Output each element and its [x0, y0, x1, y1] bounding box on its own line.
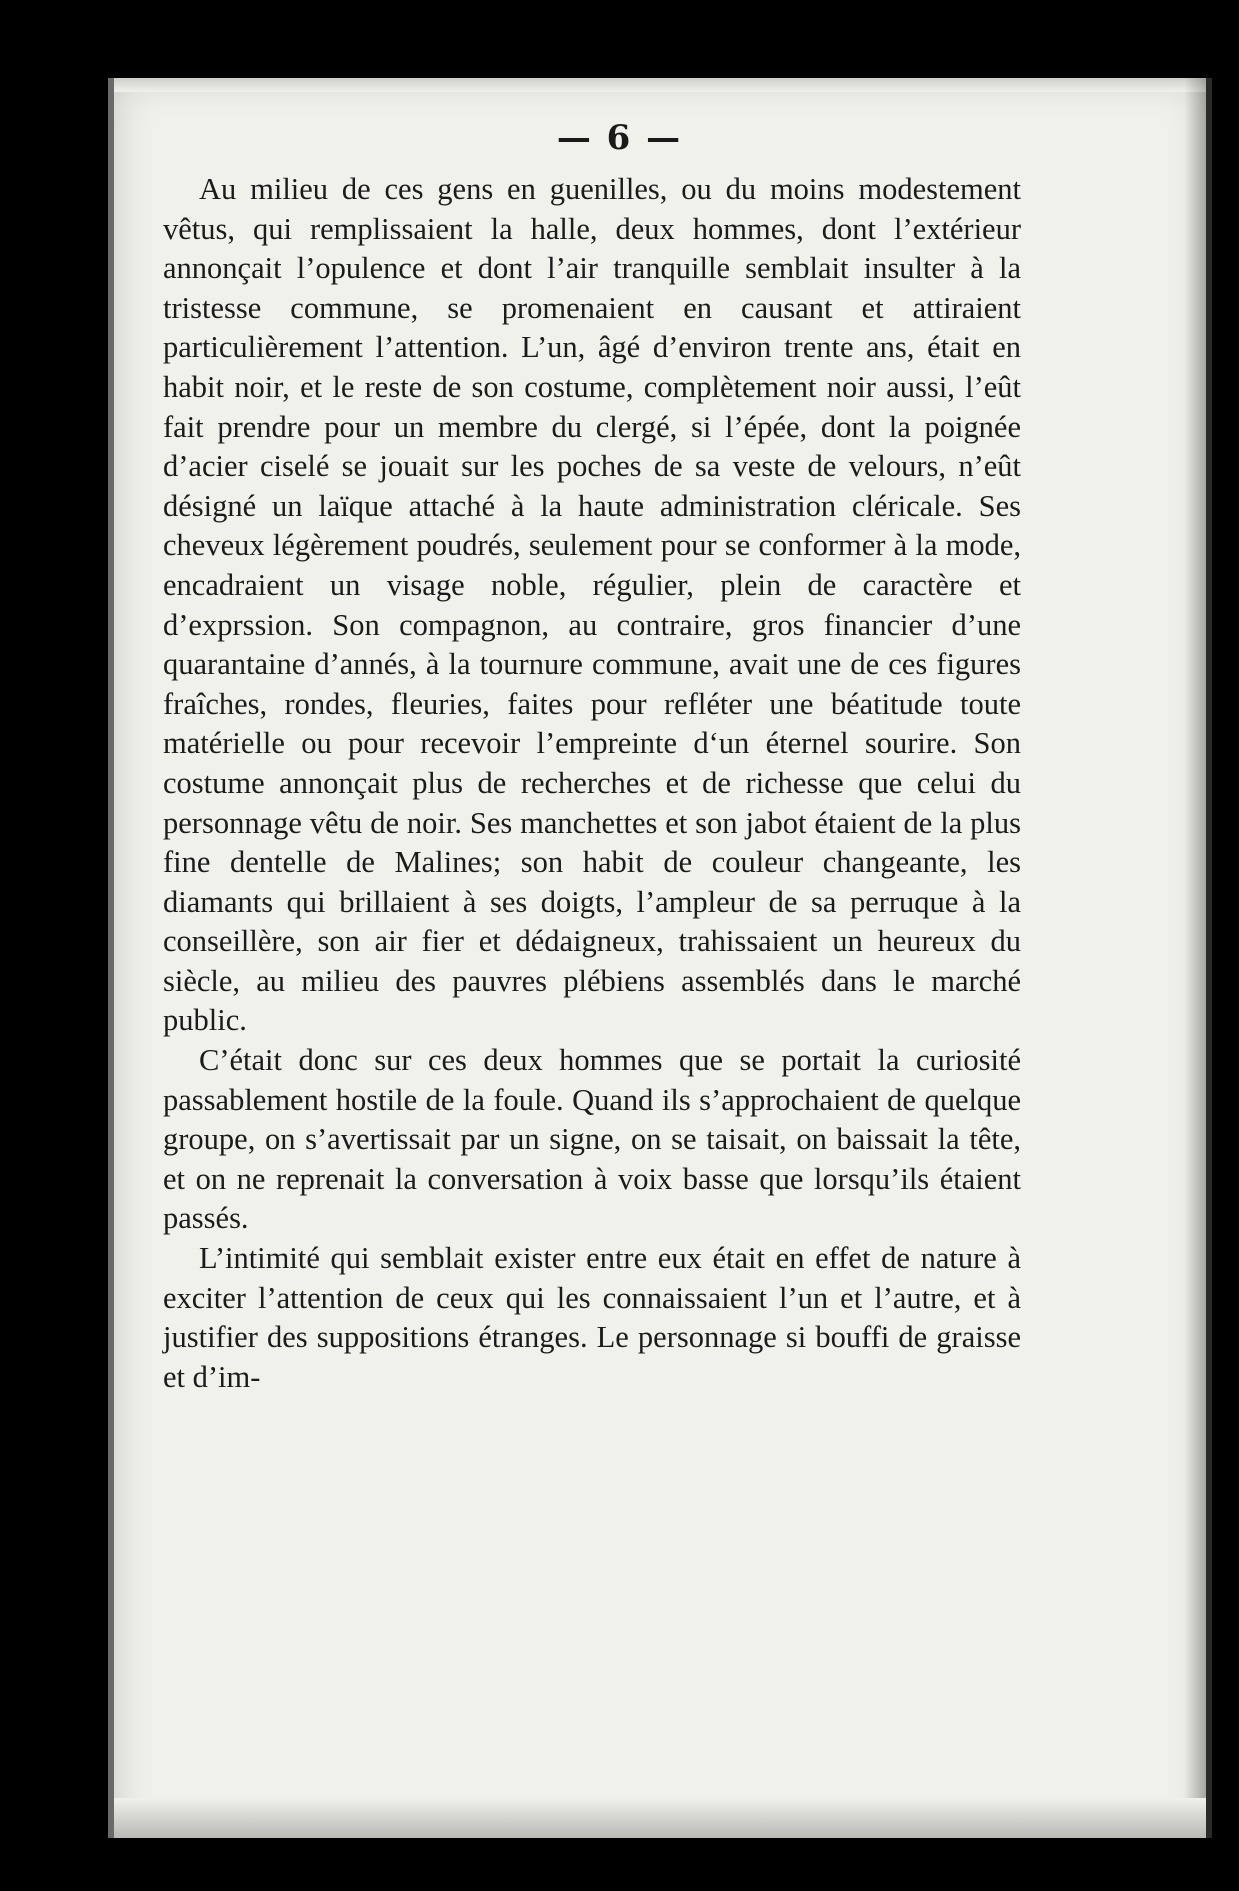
paragraph-3: L’intimité qui semblait exister entre eux était en effet de nature à exciter l’attention de ceux qui les connaissaient l’un et l’autre, et à justifier des suppositions étranges. Le personnage si bouffi de graisse et d’im-: [163, 1241, 1021, 1394]
paragraph-1: Au milieu de ces gens en guenilles, ou du moins modestement vêtus, qui remplissaient la halle, deux hommes, dont l’extérieur annonçait l’opulence et dont l’air tranquille semblait insulter à la tristesse commune, se promenaient en causant et attiraient particulièrement l’attention. L’un, âgé d’environ trente ans, était en habit noir, et le reste de son costume, complètement noir aussi, l’eût fait prendre pour un membre du clergé, si l’épée, dont la poignée d’acier ciselé se jouait sur les poches de sa veste de velours, n’eût désigné un laïque attaché à la haute administration cléricale. Ses cheveux légèrement poudrés, seulement pour se conformer à la mode, encadraient un visage noble, régulier, plein de caractère et d’exprssion. Son compagnon, au contraire, gros financier d’une quarantaine d’annés, à la tournure commune, avait une de ces figures fraîches, rondes, fleuries, faites pour refléter une béatitude toute matérielle ou pour recevoir l’empreinte d‘un éternel sourire. Son costume annonçait plus de recherches et de richesse que celui du personnage vêtu de noir. Ses manchettes et son jabot étaient de la plus fine dentelle de Malines; son habit de couleur changeante, les diamants qui brillaient à ses doigts, l’ampleur de sa perruque à la conseillère, son air fier et dédaigneux, trahissaient un heureux du siècle, au milieu des pauvres plébiens assemblés dans le marché public.: [163, 172, 1021, 1038]
page-text: [163, 170, 1021, 1397]
page-bottom-edge: [114, 1798, 1206, 1838]
page-number: — 6 —: [556, 118, 683, 158]
paragraph-2: C’était donc sur ces deux hommes que se portait la curiosité passablement hostile de la foule. Quand ils s’approchaient de quelque groupe, on s’avertissait par un signe, on se taisait, on baissait la tête, et on ne reprenait la conversation à voix basse que lorsqu’ils étaient passés.: [163, 1043, 1021, 1236]
page-top-edge: [114, 78, 1206, 92]
page-binding-shadow: [1184, 78, 1206, 1838]
